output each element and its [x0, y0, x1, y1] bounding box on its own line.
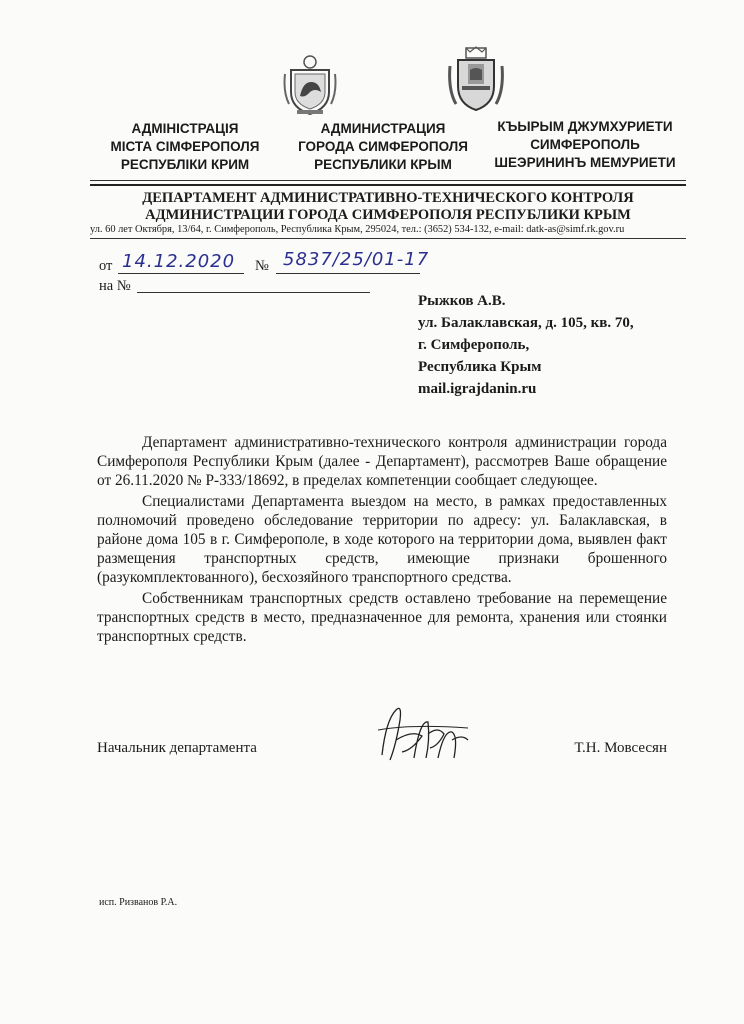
- handwritten-signature: [372, 700, 472, 770]
- address-rule: [90, 238, 686, 239]
- body-paragraph: Специалистами Департамента выездом на место, в рамках предоставленных полномочий проведено обследование территории по адресу: ул. Балаклавская, в районе дома 105 в г. Симферополе, в ходе которого на территории дома, выявлен факт размещения транспортных средств, имеющие признаки брошенного (разукомплектованного), бесхозяйного транспортного средства.: [97, 493, 667, 586]
- header-crimean-tatar: [485, 118, 685, 172]
- header-line: СИМФЕРОПОЛЬ: [530, 137, 640, 152]
- body-paragraph: Департамент административно-технического контроля администрации города Симферополя Республики Крым (далее - Департамент), рассмотрев Ваше обращение от 26.11.2020 № Р-333/18692, в пределах компетенции сообщает следующее.: [97, 434, 667, 489]
- header-rule-top: [90, 180, 686, 181]
- number-label: №: [255, 258, 269, 274]
- reference-underline: [137, 292, 370, 293]
- header-line: АДМІНІСТРАЦІЯ: [131, 121, 239, 136]
- header-ukrainian: [95, 120, 275, 174]
- signatory-name: Т.Н. Мовсесян: [574, 740, 667, 756]
- date-underline: [118, 273, 244, 274]
- number-underline: [276, 273, 420, 274]
- registration-date: 14.12.2020: [122, 251, 236, 272]
- recipient-email: mail.igrajdanin.ru: [418, 381, 537, 397]
- header-rule-bottom: [90, 184, 686, 186]
- recipient-city: г. Симферополь,: [418, 337, 530, 353]
- recipient-block: [418, 290, 634, 400]
- registration-number: 5837/25/01-17: [283, 249, 430, 270]
- header-russian: [288, 120, 478, 174]
- header-line: ШЕЭРИНИНЪ МЕМУРИЕТИ: [494, 155, 676, 170]
- recipient-region: Республика Крым: [418, 359, 542, 375]
- recipient-street: ул. Балаклавская, д. 105, кв. 70,: [418, 315, 634, 331]
- department-address: ул. 60 лет Октября, 13/64, г. Симферополь, Республика Крым, 295024, тел.: (3652) 534-132, e-mail: datk-as@simf.rk.gov.ru: [90, 224, 625, 235]
- crimea-coat-of-arms-icon: [283, 52, 337, 116]
- executor-note: исп. Ризванов Р.А.: [99, 897, 178, 908]
- letter-body: [97, 433, 667, 646]
- header-line: КЪЫРЫМ ДЖУМХУРИЕТИ: [497, 119, 673, 134]
- body-paragraph: Собственникам транспортных средств оставлено требование на перемещение транспортных средств в место, предназначенное для ремонта, хранения или стоянки транспортных средств.: [97, 590, 667, 645]
- header-line: МІСТА СІМФЕРОПОЛЯ: [110, 139, 260, 154]
- signatory-position: Начальник департамента: [97, 740, 257, 756]
- header-line: РЕСПУБЛИКИ КРЫМ: [314, 157, 452, 172]
- department-name: [90, 190, 686, 224]
- reference-label: на №: [99, 278, 131, 294]
- header-line: АДМИНИСТРАЦИЯ: [320, 121, 446, 136]
- recipient-name: Рыжков А.В.: [418, 293, 506, 309]
- from-label: от: [99, 258, 113, 274]
- header-line: РЕСПУБЛІКИ КРИМ: [120, 157, 250, 172]
- header-line: ГОРОДА СИМФЕРОПОЛЯ: [298, 139, 468, 154]
- department-line: АДМИНИСТРАЦИИ ГОРОДА СИМФЕРОПОЛЯ РЕСПУБЛИКИ КРЫМ: [145, 207, 631, 223]
- department-line: ДЕПАРТАМЕНТ АДМИНИСТРАТИВНО-ТЕХНИЧЕСКОГО КОНТРОЛЯ: [142, 190, 634, 206]
- simferopol-coat-of-arms-icon: [448, 46, 504, 114]
